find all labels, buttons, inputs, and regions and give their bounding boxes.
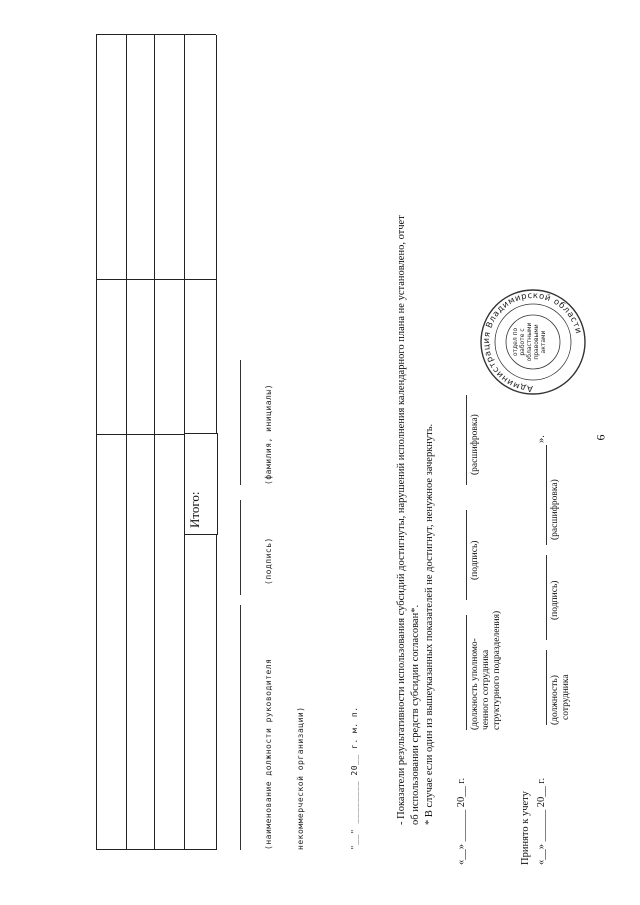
date-stamp-line: "__" ________ 20__ г. м. п. <box>350 706 359 850</box>
approval-decode-caption: (расшифровка) <box>470 414 480 475</box>
signature-line <box>240 500 241 595</box>
accepted-signature-caption: (подпись) <box>550 580 560 620</box>
official-stamp <box>478 287 588 397</box>
approval-date-line: «__» ______ 20__ г. <box>456 777 467 865</box>
accepted-closing-quote: ». <box>536 435 547 443</box>
approval-position-caption-2: ченного сотрудника <box>481 649 491 730</box>
table-row-line <box>154 35 155 850</box>
accepted-position-caption-2: сотрудника <box>561 674 571 720</box>
name-line <box>240 360 241 485</box>
total-label: Итого: <box>187 491 202 528</box>
page-number: 6 <box>593 434 608 441</box>
approval-decode-line <box>466 395 467 485</box>
name-caption: (фамилия, инициалы) <box>264 383 273 485</box>
head-position-caption-1: (наименование должности руководителя <box>264 658 273 850</box>
total-cell <box>184 433 218 535</box>
note-line-3: * В случае если один из вышеуказанных показателей не достигнут, ненужное зачеркнуть. <box>424 423 435 825</box>
table-row-line <box>96 35 97 850</box>
accepted-decode-line <box>546 445 547 545</box>
note-line-2: об использовании средств субсидии согласован*. <box>410 604 421 825</box>
table-col-line <box>96 849 216 850</box>
signature-caption: (подпись) <box>264 537 273 585</box>
note-line-1: - Показатели результативности использования субсидий достигнуты, нарушений исполнения календарного плана не установлено, отчет <box>396 215 407 825</box>
accepted-position-caption-1: (должность) <box>550 675 560 725</box>
approval-position-line <box>466 615 467 730</box>
approval-position-caption-3: структурного подразделения) <box>492 610 502 730</box>
approval-position-caption-1: (должность уполномо- <box>470 638 480 730</box>
report-table <box>96 35 216 850</box>
accepted-label: Принято к учету <box>520 791 531 865</box>
table-col-line <box>96 279 216 280</box>
approval-signature-line <box>466 510 467 600</box>
head-position-line <box>240 605 241 850</box>
accepted-position-line <box>546 650 547 725</box>
approval-signature-caption: (подпись) <box>470 540 480 580</box>
head-position-caption-2: некоммерческой организации) <box>296 706 305 850</box>
table-row-line <box>126 35 127 850</box>
stamp-outer-text: Администрация Владимирской области <box>481 290 584 394</box>
stamp-inner-text: отдел по работе с областными правовыми актами <box>512 322 547 362</box>
accepted-decode-caption: (расшифровка) <box>550 479 560 540</box>
table-col-line <box>96 34 216 35</box>
accepted-date-line: «__» ______ 20__ г. <box>536 777 547 865</box>
accepted-signature-line <box>546 555 547 640</box>
